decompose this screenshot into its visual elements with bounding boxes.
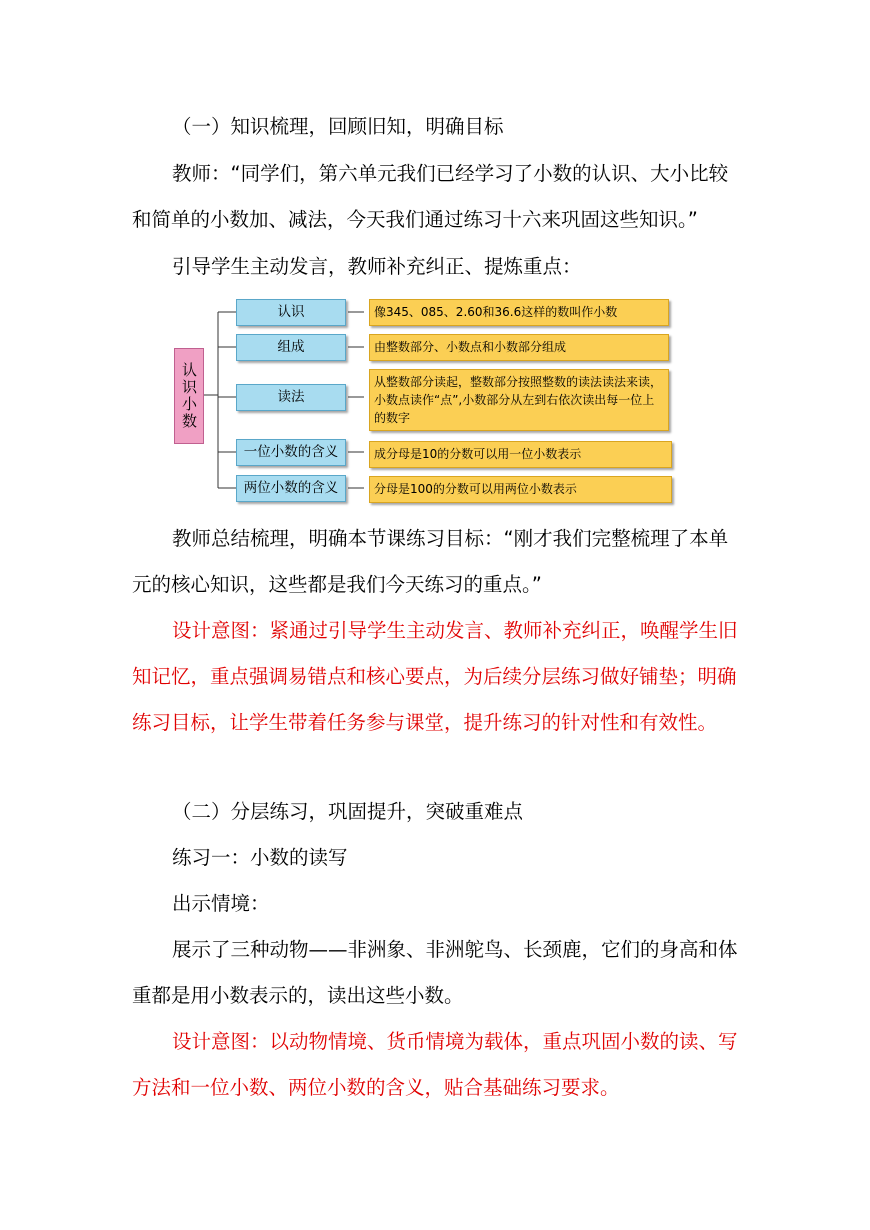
category-box-recognition: 认识 xyxy=(236,299,346,326)
diagram-root-label: 认识小数 xyxy=(180,362,198,430)
summary-text: 教师总结梳理，明确本节课练习目标：“刚才我们完整梳理了本单元的核心知识，这些都是我们今天练习的重点。” xyxy=(132,527,729,596)
category-box-composition: 组成 xyxy=(236,334,346,361)
guide-text: 引导学生主动发言，教师补充纠正、提炼重点： xyxy=(172,255,582,278)
category-box-two-decimal: 两位小数的含义 xyxy=(236,475,346,502)
context-text: 展示了三种动物——非洲象、非洲鸵鸟、长颈鹿，它们的身高和体重都是用小数表示的，读出这些小数。 xyxy=(132,938,738,1007)
description-box-recognition: 像345、085、2.60和36.6这样的数叫作小数 xyxy=(369,299,669,326)
exercise1-title: 练习一：小数的读写 xyxy=(172,846,348,869)
design-intent-2-paragraph xyxy=(132,1019,744,1111)
section2-heading: （二）分层练习，巩固提升，突破重难点 xyxy=(172,800,524,823)
description-box-reading: 从整数部分读起，整数部分按照整数的读法读法来读，小数点读作“点”,小数部分从左到右依次读出每一位上的数字 xyxy=(369,369,669,431)
design-intent-1-text: 设计意图：紧通过引导学生主动发言、教师补充纠正，唤醒学生旧知记忆，重点强调易错点和核心要点，为后续分层练习做好铺垫；明确练习目标，让学生带着任务参与课堂，提升练习的针对性和有效性。 xyxy=(132,619,738,734)
summary-paragraph xyxy=(132,516,744,608)
description-box-two-decimal: 分母是100的分数可以用两位小数表示 xyxy=(369,476,672,503)
design-intent-2-text: 设计意图：以动物情境、货币情境为载体，重点巩固小数的读、写方法和一位小数、两位小数的含义，贴合基础练习要求。 xyxy=(132,1030,738,1099)
show-context-label: 出示情境： xyxy=(172,892,270,915)
design-intent-1-paragraph xyxy=(132,608,744,746)
description-box-composition: 由整数部分、小数点和小数部分组成 xyxy=(369,334,669,361)
diagram-root-box xyxy=(174,348,204,444)
section1-heading: （一）知识梳理，回顾旧知，明确目标 xyxy=(172,115,504,138)
description-box-one-decimal: 成分母是10的分数可以用一位小数表示 xyxy=(369,441,672,468)
context-paragraph xyxy=(132,927,744,1019)
category-box-one-decimal: 一位小数的含义 xyxy=(236,439,346,466)
category-box-reading: 读法 xyxy=(236,384,346,411)
teacher-intro-text: 教师：“同学们，第六单元我们已经学习了小数的认识、大小比较和简单的小数加、减法，今天我们通过练习十六来巩固这些知识。” xyxy=(132,162,729,231)
